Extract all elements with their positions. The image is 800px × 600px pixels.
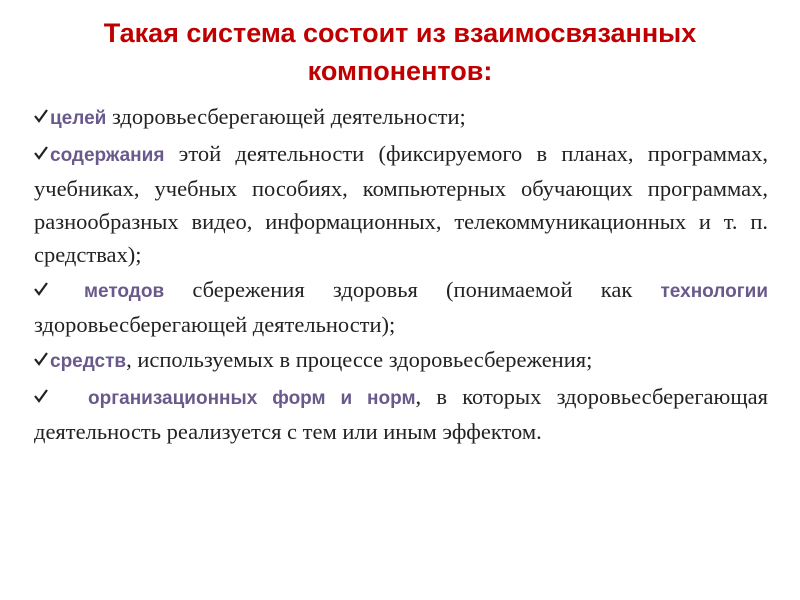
checkmark-arrow-icon: [34, 107, 48, 125]
keyword-technology: технологии: [660, 281, 768, 302]
list-item-forms: [34, 380, 768, 448]
list-item-content: [34, 137, 768, 271]
item-text-content: этой деятельности (фиксируемого в планах, программах, учебниках, учебных пособиях, компьютерных обучающих программах, разнообразных видео, информационных, телекоммуникационных и т. п. средствах);: [34, 141, 768, 267]
item-text-technology: здоровьесберегающей деятельности);: [34, 312, 396, 337]
keyword-content: содержания: [50, 145, 165, 166]
list-item-goals: [34, 100, 768, 135]
checkmark-arrow-icon: [34, 350, 48, 368]
component-list: [34, 100, 768, 448]
keyword-methods: методов: [84, 281, 165, 302]
list-item-means: [34, 343, 768, 378]
list-item-methods: [34, 273, 768, 341]
item-text-goals: здоровьесберегающей деятельности;: [106, 104, 466, 129]
item-text-forms: , в которых здоровьесберегающая деятельность реализуется с тем или иным эффектом.: [34, 384, 768, 444]
checkmark-arrow-icon: [34, 144, 48, 162]
checkmark-arrow-icon: [34, 387, 48, 405]
keyword-means: средств: [50, 351, 127, 372]
keyword-forms: организационных форм и норм: [88, 388, 416, 409]
checkmark-arrow-icon: [34, 280, 48, 298]
slide-title: Такая система состоит из взаимосвязанных компонентов:: [103, 18, 697, 86]
item-text-means: , используемых в процессе здоровьесбережения;: [126, 347, 593, 372]
item-text-methods: сбережения здоровья (понимаемой как: [164, 277, 661, 302]
keyword-goals: целей: [50, 108, 107, 129]
